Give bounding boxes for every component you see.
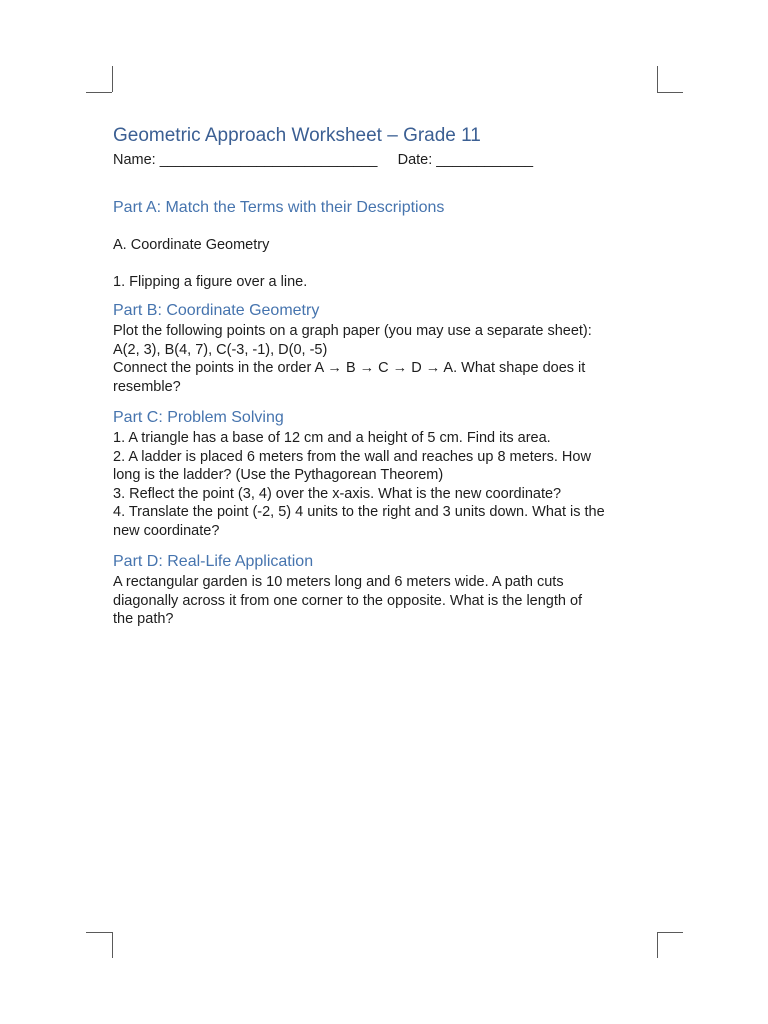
part-b-line: resemble? (113, 378, 181, 395)
part-c-body (113, 429, 653, 540)
part-a-description: 1. Flipping a figure over a line. (113, 273, 308, 290)
part-c-line: long is the ladder? (Use the Pythagorean Theorem) (113, 467, 444, 483)
part-d-line: diagonally across it from one corner to the opposite. What is the length of (113, 592, 583, 609)
part-b-heading: Part B: Coordinate Geometry (113, 302, 320, 319)
part-d-heading: Part D: Real-Life Application (113, 553, 314, 570)
part-c-line: 4. Translate the point (-2, 5) 4 units to the right and 3 units down. What is the (113, 504, 605, 520)
part-b-line: Connect the points in the order A → B → C → D → A. What shape does it (113, 360, 586, 376)
part-c-line: new coordinate? (113, 522, 220, 539)
worksheet-title: Geometric Approach Worksheet – Grade 11 (113, 125, 481, 146)
part-c-line: 3. Reflect the point (3, 4) over the x-axis. What is the new coordinate? (113, 485, 562, 502)
part-b-body (113, 322, 653, 396)
part-b-line: A(2, 3), B(4, 7), C(-3, -1), D(0, -5) (113, 341, 328, 358)
worksheet-page (113, 124, 653, 629)
part-d-body (113, 573, 653, 629)
part-c-heading: Part C: Problem Solving (113, 409, 284, 426)
part-b-line: Plot the following points on a graph paper (you may use a separate sheet): (113, 323, 592, 339)
part-d-line: the path? (113, 611, 174, 627)
part-c-line: 2. A ladder is placed 6 meters from the wall and reaches up 8 meters. How (113, 448, 591, 465)
part-d-line: A rectangular garden is 10 meters long and 6 meters wide. A path cuts (113, 574, 564, 590)
part-a-term: A. Coordinate Geometry (113, 237, 270, 253)
part-c-line: 1. A triangle has a base of 12 cm and a height of 5 cm. Find its area. (113, 430, 551, 446)
name-date-line: Name: ___________________________ Date: ____________ (113, 152, 534, 168)
part-a-heading: Part A: Match the Terms with their Descriptions (113, 199, 445, 216)
